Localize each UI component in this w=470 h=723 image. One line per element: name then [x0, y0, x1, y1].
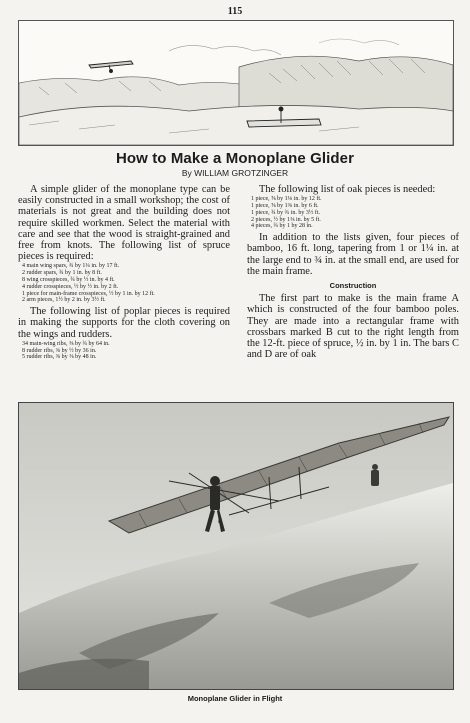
right-column [247, 184, 459, 360]
list-item: 8 rudder ribs, ⅜ by ½ by 36 in. [22, 347, 97, 354]
list-item: 5 rudder ribs, ⅜ by ⅜ by 48 in. [22, 354, 97, 361]
oak-paragraph: The following list of oak pieces is needed: [259, 184, 436, 195]
page-number: 115 [227, 6, 243, 17]
list-item: 2 rudder spars, ¾ by 1 in. by 8 ft. [22, 270, 102, 277]
poplar-paragraph: The following list of poplar pieces is required in making the supports for the cloth covering on the wings and rudders. [18, 306, 230, 340]
photo-caption: Monoplane Glider in Flight [187, 694, 283, 703]
header-illustration [18, 20, 454, 146]
spruce-list [22, 263, 230, 304]
article-title: How to Make a Monoplane Glider [115, 150, 355, 167]
construction-paragraph: The first part to make is the main frame A which is constructed of the four bamboo poles. They are made into a rectangular frame with crossbars marked B cut to the right length from the 12-ft. piece of spruce, ½ in. by 1 in. The bars C and D are of oak [247, 293, 459, 361]
list-item: 1 piece, ⅝ by 1⅛ in. by 12 ft. [251, 196, 322, 203]
left-column [18, 184, 230, 363]
section-heading: Construction [329, 281, 377, 290]
oak-list [251, 196, 459, 230]
intro-paragraph: A simple glider of the monoplane type can be easily constructed in a small workshop; the cost of materials is not great and the building does not require skilled workmen. Select the material with care and see that the wood is straight-grained and free from knots. The following list of spruce pieces is required: [18, 184, 230, 263]
list-item: 1 piece for main-frame crosspieces, ½ by 1 in. by 12 ft. [22, 290, 155, 297]
list-item: 1 piece, ⅝ by 1⅜ in. by 6 ft. [251, 203, 319, 209]
poplar-list [22, 341, 230, 361]
list-item: 4 rudder crosspieces, ½ by ½ in. by 2 ft. [22, 283, 119, 290]
bamboo-paragraph: In addition to the lists given, four pieces of bamboo, 16 ft. long, tapering from 1 or 1¼ in. at the large end to ¾ in. at the small end, are used for the main frame. [247, 232, 459, 277]
list-item: 2 arm pieces, 1½ by 2 in. by 3½ ft. [22, 297, 106, 304]
list-item: 34 main-wing ribs, ⅜ by ¾ by 64 in. [22, 340, 110, 347]
glider-photo [18, 402, 454, 690]
list-item: 8 wing crosspieces, ¾ by ½ in. by 4 ft. [22, 277, 115, 284]
list-item: 1 piece, ¾ by ¾ in. by 3½ ft. [251, 209, 320, 216]
list-item: 2 pieces, ½ by 1⅜ in. by 5 ft. [251, 216, 321, 223]
list-item: 4 pieces, ¾ by 1 by 28 in. [251, 223, 313, 230]
header-illustration-drawing [19, 21, 453, 145]
article-byline: By WILLIAM GROTZINGER [181, 168, 289, 178]
glider-photo-drawing [19, 403, 453, 689]
list-item: 4 main wing spars, ¾ by 1¼ in. by 17 ft. [22, 263, 120, 270]
